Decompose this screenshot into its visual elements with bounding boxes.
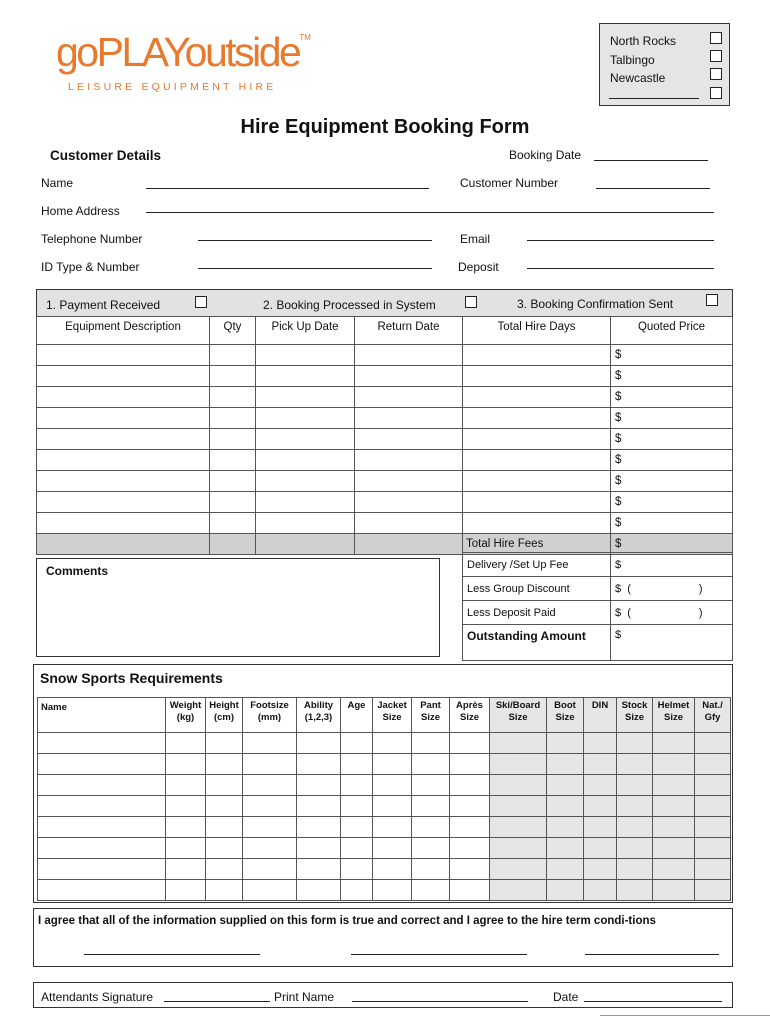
deposit-label: Deposit <box>458 260 499 274</box>
payment-received-label: 1. Payment Received <box>46 298 161 312</box>
price-cell[interactable]: $ <box>611 492 733 513</box>
group-discount-value[interactable]: $ ( ) <box>611 577 733 601</box>
snow-header-nat-gfy: Nat./ Gfy <box>695 698 731 733</box>
pick-up-cell[interactable] <box>256 387 355 408</box>
home-address-label: Home Address <box>41 204 120 218</box>
delivery-label: Delivery /Set Up Fee <box>463 553 611 577</box>
qty-cell[interactable] <box>210 366 256 387</box>
hire-days-cell[interactable] <box>463 513 611 534</box>
customer-number-label: Customer Number <box>460 176 559 190</box>
equipment-header-row <box>37 317 733 345</box>
id-type-label: ID Type & Number <box>41 260 140 274</box>
table-row[interactable] <box>38 838 731 859</box>
table-row[interactable] <box>37 513 733 534</box>
price-cell[interactable]: $ <box>611 429 733 450</box>
deposit-paid-row <box>463 601 733 625</box>
date-label: Date <box>553 990 579 1004</box>
header-pick-up-date: Pick Up Date <box>256 317 355 345</box>
return-cell[interactable] <box>355 429 463 450</box>
email-label: Email <box>460 232 491 246</box>
table-row[interactable] <box>37 387 733 408</box>
snow-header-pant: Pant Size <box>412 698 450 733</box>
description-cell[interactable] <box>37 429 210 450</box>
outstanding-row <box>463 625 733 661</box>
snow-header-name: Name <box>38 698 166 733</box>
total-hire-fees-label: Total Hire Fees <box>463 534 611 555</box>
qty-cell[interactable] <box>210 429 256 450</box>
pick-up-cell[interactable] <box>256 429 355 450</box>
location-other-line[interactable] <box>609 98 699 99</box>
qty-cell[interactable] <box>210 387 256 408</box>
telephone-field[interactable] <box>198 240 432 241</box>
location-newcastle: Newcastle <box>610 71 666 85</box>
telephone-label: Telephone Number <box>41 232 143 246</box>
qty-cell[interactable] <box>210 345 256 366</box>
table-row[interactable] <box>37 492 733 513</box>
table-row[interactable] <box>38 859 731 880</box>
home-address-field[interactable] <box>146 212 714 213</box>
booking-date-label: Booking Date <box>509 148 582 162</box>
location-talbingo: Talbingo <box>610 53 655 67</box>
checkbox-payment-received[interactable] <box>195 296 207 308</box>
return-cell[interactable] <box>355 408 463 429</box>
pick-up-cell[interactable] <box>256 492 355 513</box>
hire-days-cell[interactable] <box>463 408 611 429</box>
return-cell[interactable] <box>355 366 463 387</box>
price-cell[interactable]: $ <box>611 471 733 492</box>
snow-header-age: Age <box>341 698 373 733</box>
description-cell[interactable] <box>37 450 210 471</box>
pick-up-cell[interactable] <box>256 345 355 366</box>
name-field[interactable] <box>146 188 429 189</box>
booking-processed-label: 2. Booking Processed in System <box>263 298 436 312</box>
deposit-field[interactable] <box>527 268 714 269</box>
pick-up-cell[interactable] <box>256 450 355 471</box>
snow-header-helmet: Helmet Size <box>653 698 695 733</box>
hire-days-cell[interactable] <box>463 450 611 471</box>
hire-days-cell[interactable] <box>463 429 611 450</box>
snow-header-jacket: Jacket Size <box>373 698 412 733</box>
description-cell[interactable] <box>37 471 210 492</box>
checkbox-talbingo[interactable] <box>710 50 722 62</box>
pick-up-cell[interactable] <box>256 471 355 492</box>
group-discount-label: Less Group Discount <box>463 577 611 601</box>
customer-number-field[interactable] <box>596 188 710 189</box>
customer-details-heading: Customer Details <box>50 148 162 163</box>
description-cell[interactable] <box>37 345 210 366</box>
snow-sports-heading: Snow Sports Requirements <box>40 670 223 686</box>
print-name-field[interactable] <box>352 1001 528 1002</box>
snow-header-stock: Stock Size <box>617 698 653 733</box>
snow-header-apres: Après Size <box>450 698 490 733</box>
agreement-text: I agree that all of the information supplied on this form is true and correct and I agree to the hire term condi-tions <box>38 915 656 927</box>
pick-up-cell[interactable] <box>256 513 355 534</box>
table-row[interactable] <box>37 345 733 366</box>
table-row[interactable] <box>37 429 733 450</box>
price-cell[interactable]: $ <box>611 366 733 387</box>
email-field[interactable] <box>527 240 714 241</box>
snow-header-row <box>38 698 731 733</box>
table-row[interactable] <box>38 733 731 754</box>
booking-date-field[interactable] <box>594 160 708 161</box>
qty-cell[interactable] <box>210 450 256 471</box>
header-total-hire-days: Total Hire Days <box>463 317 611 345</box>
description-cell[interactable] <box>37 408 210 429</box>
description-cell[interactable] <box>37 492 210 513</box>
header-qty: Qty <box>210 317 256 345</box>
pick-up-cell[interactable] <box>256 408 355 429</box>
table-row[interactable] <box>38 775 731 796</box>
customer-signature-field[interactable] <box>84 954 260 955</box>
date-field[interactable] <box>584 1001 722 1002</box>
customer-date-field[interactable] <box>585 954 719 955</box>
checkbox-confirmation-sent[interactable] <box>706 294 718 306</box>
header-quoted-price: Quoted Price <box>611 317 733 345</box>
outstanding-label: Outstanding Amount <box>463 625 611 661</box>
table-row[interactable] <box>37 471 733 492</box>
hire-days-cell[interactable] <box>463 387 611 408</box>
description-cell[interactable] <box>37 513 210 534</box>
outstanding-value[interactable]: $ <box>611 625 733 661</box>
return-cell[interactable] <box>355 471 463 492</box>
snow-header-ski-board: Ski/Board Size <box>490 698 547 733</box>
table-row[interactable] <box>37 408 733 429</box>
equipment-table <box>36 316 733 555</box>
qty-cell[interactable] <box>210 408 256 429</box>
table-row[interactable] <box>38 796 731 817</box>
price-cell[interactable]: $ <box>611 450 733 471</box>
print-name-label: Print Name <box>274 990 335 1004</box>
id-type-field[interactable] <box>198 268 432 269</box>
snow-header-din: DIN <box>584 698 617 733</box>
return-cell[interactable] <box>355 345 463 366</box>
return-cell[interactable] <box>355 492 463 513</box>
table-row[interactable] <box>38 754 731 775</box>
deposit-paid-label: Less Deposit Paid <box>463 601 611 625</box>
description-cell[interactable] <box>37 387 210 408</box>
return-cell[interactable] <box>355 450 463 471</box>
snow-header-boot: Boot Size <box>547 698 584 733</box>
table-row[interactable] <box>38 880 731 901</box>
deposit-paid-value[interactable]: $ ( ) <box>611 601 733 625</box>
page-title: Hire Equipment Booking Form <box>240 116 530 138</box>
checkbox-north-rocks[interactable] <box>710 32 722 44</box>
return-cell[interactable] <box>355 513 463 534</box>
qty-cell[interactable] <box>210 513 256 534</box>
return-cell[interactable] <box>355 387 463 408</box>
price-cell[interactable]: $ <box>611 345 733 366</box>
header-return-date: Return Date <box>355 317 463 345</box>
comments-label: Comments <box>46 564 109 578</box>
brand-tagline: LEISURE EQUIPMENT HIRE <box>68 81 277 93</box>
group-discount-row <box>463 577 733 601</box>
delivery-row <box>463 553 733 577</box>
qty-cell[interactable] <box>210 492 256 513</box>
brand-logo: goPLAYoutside™ <box>56 29 311 75</box>
qty-cell[interactable] <box>210 471 256 492</box>
table-row[interactable] <box>37 450 733 471</box>
delivery-value[interactable]: $ <box>611 553 733 577</box>
footer-rule <box>600 1015 770 1016</box>
attendant-signature-label: Attendants Signature <box>41 990 154 1004</box>
customer-print-name-field[interactable] <box>351 954 527 955</box>
snow-header-footsize: Footsize (mm) <box>243 698 297 733</box>
pick-up-cell[interactable] <box>256 366 355 387</box>
summary-table <box>462 552 733 661</box>
description-cell[interactable] <box>37 366 210 387</box>
hire-days-cell[interactable] <box>463 345 611 366</box>
price-cell[interactable]: $ <box>611 513 733 534</box>
table-row[interactable] <box>37 366 733 387</box>
table-row[interactable] <box>38 817 731 838</box>
header-equipment-description: Equipment Description <box>37 317 210 345</box>
snow-sports-table <box>37 697 731 901</box>
name-label: Name <box>41 176 74 190</box>
hire-days-cell[interactable] <box>463 492 611 513</box>
snow-header-height: Height (cm) <box>206 698 243 733</box>
attendant-signature-field[interactable] <box>164 1001 270 1002</box>
total-hire-fees-value[interactable]: $ <box>611 534 733 555</box>
hire-days-cell[interactable] <box>463 471 611 492</box>
confirmation-sent-label: 3. Booking Confirmation Sent <box>517 297 674 311</box>
price-cell[interactable]: $ <box>611 408 733 429</box>
checkbox-newcastle[interactable] <box>710 68 722 80</box>
checkbox-booking-processed[interactable] <box>465 296 477 308</box>
checkbox-other[interactable] <box>710 87 722 99</box>
snow-header-ability: Ability (1,2,3) <box>297 698 341 733</box>
hire-days-cell[interactable] <box>463 366 611 387</box>
snow-header-weight: Weight (kg) <box>166 698 206 733</box>
location-north-rocks: North Rocks <box>610 34 677 48</box>
price-cell[interactable]: $ <box>611 387 733 408</box>
